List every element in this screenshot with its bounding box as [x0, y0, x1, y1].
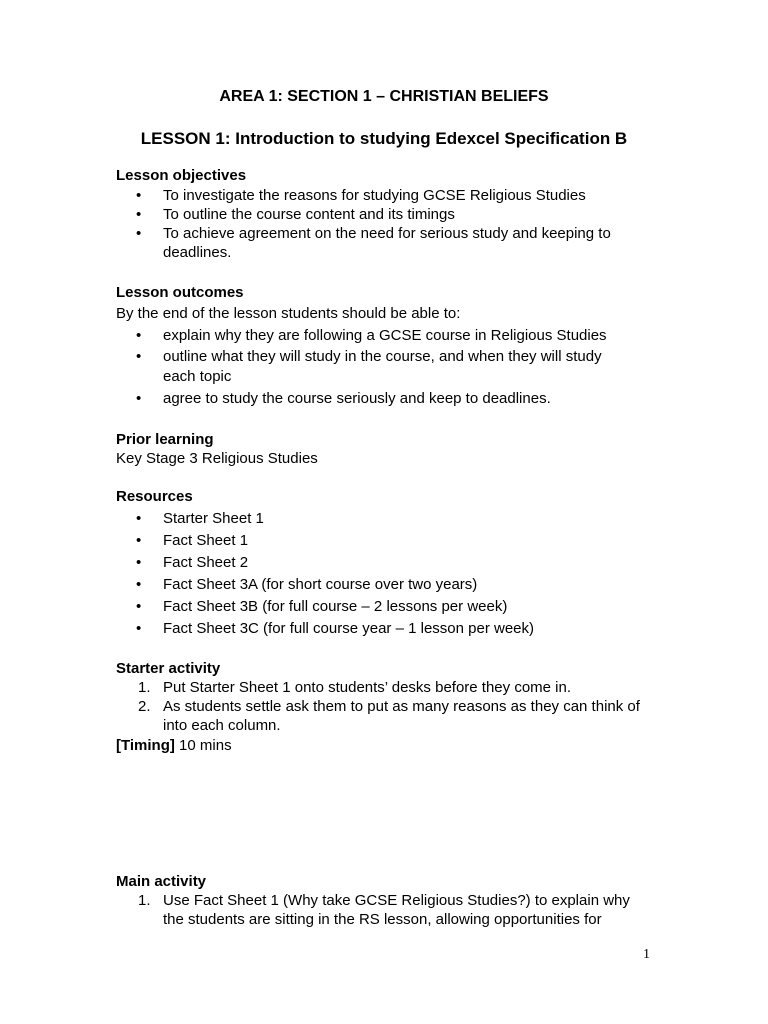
list-number: 1.	[138, 679, 151, 696]
starter-heading: Starter activity	[116, 660, 221, 677]
list-item: 1. Put Starter Sheet 1 onto students’ desks before they come in.	[138, 679, 572, 696]
list-number: 1.	[138, 892, 151, 909]
list-item: • Fact Sheet 3A (for short course over two years)	[136, 576, 478, 593]
bullet-icon: •	[136, 206, 142, 223]
list-item: • Starter Sheet 1	[136, 510, 264, 527]
list-item: • To achieve agreement on the need for serious study and keeping to deadlines.	[136, 225, 611, 261]
bullet-icon: •	[136, 348, 142, 365]
prior-learning-text: Key Stage 3 Religious Studies	[116, 450, 318, 467]
bullet-icon: •	[136, 620, 142, 637]
list-item: 2. As students settle ask them to put as many reasons as they can think of into each column.	[138, 698, 640, 734]
bullet-icon: •	[136, 554, 142, 571]
bullet-icon: •	[136, 576, 142, 593]
timing-line	[116, 736, 232, 755]
bullet-icon: •	[136, 390, 142, 407]
bullet-icon: •	[136, 187, 142, 204]
bullet-icon: •	[136, 598, 142, 615]
timing-value: 10 mins	[174, 737, 232, 754]
outcomes-intro: By the end of the lesson students should be able to:	[116, 305, 461, 322]
lesson-title: LESSON 1: Introduction to studying Edexcel Specification B	[140, 129, 628, 148]
bullet-icon: •	[136, 225, 142, 242]
list-item: • agree to study the course seriously and keep to deadlines.	[136, 390, 551, 407]
list-item: • explain why they are following a GCSE course in Religious Studies	[136, 327, 607, 344]
list-item: • Fact Sheet 1	[136, 532, 249, 549]
timing-label: [Timing]	[116, 737, 175, 754]
bullet-icon: •	[136, 327, 142, 344]
outcomes-heading: Lesson outcomes	[116, 284, 244, 301]
prior-learning-heading: Prior learning	[116, 431, 214, 448]
bullet-icon: •	[136, 532, 142, 549]
main-activity-list	[0, 891, 643, 929]
main-activity-heading: Main activity	[116, 873, 207, 890]
list-item: • outline what they will study in the course, and when they will study each topic	[136, 348, 602, 385]
list-item: • Fact Sheet 3C (for full course year – 1 lesson per week)	[136, 620, 535, 637]
starter-list	[0, 678, 643, 735]
resources-list	[0, 509, 643, 638]
objectives-heading: Lesson objectives	[116, 167, 247, 184]
list-item: • Fact Sheet 3B (for full course – 2 lessons per week)	[136, 598, 508, 615]
bullet-icon: •	[136, 510, 142, 527]
list-item: • To investigate the reasons for studying GCSE Religious Studies	[136, 187, 586, 204]
list-item: • Fact Sheet 2	[136, 554, 249, 571]
list-item: 1. Use Fact Sheet 1 (Why take GCSE Religious Studies?) to explain why the students are sitting in the RS lesson, allowing opportunities for	[138, 892, 630, 928]
list-number: 2.	[138, 698, 151, 715]
list-item: • To outline the course content and its timings	[136, 206, 455, 223]
page-number: 1	[643, 947, 650, 962]
outcomes-list	[0, 326, 643, 408]
objectives-list	[0, 186, 643, 262]
resources-heading: Resources	[116, 488, 193, 505]
document-title: AREA 1: SECTION 1 – CHRISTIAN BELIEFS	[219, 88, 549, 105]
